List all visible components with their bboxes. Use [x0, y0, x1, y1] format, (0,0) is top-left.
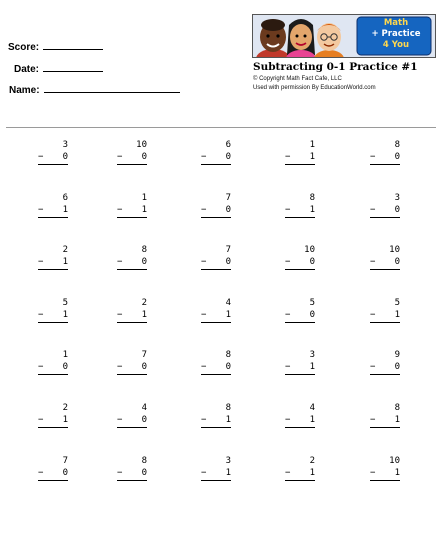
problem: 10 − 0	[370, 244, 400, 270]
copyright-text: © Copyright Math Fact Cafe, LLC	[253, 76, 342, 82]
answer-line	[370, 217, 400, 218]
answer-line	[370, 164, 400, 165]
minus-sign: −	[38, 362, 44, 372]
problem: 8 − 0	[201, 349, 231, 375]
answer-line	[285, 322, 315, 323]
answer-line	[370, 269, 400, 270]
minus-sign: −	[370, 362, 376, 372]
minus-sign: −	[117, 362, 123, 372]
name-label: Name:	[9, 85, 40, 96]
answer-line	[201, 374, 231, 375]
minus-sign: −	[370, 205, 376, 215]
problem: 1 − 1	[285, 139, 315, 165]
minus-sign: −	[117, 257, 123, 267]
problem: 5 − 1	[38, 297, 68, 323]
problem: 2 − 1	[285, 455, 315, 481]
answer-line	[38, 427, 68, 428]
minus-sign: −	[285, 205, 291, 215]
problem: 8 − 0	[117, 455, 147, 481]
problem: 8 − 1	[285, 192, 315, 218]
answer-line	[201, 427, 231, 428]
problem: 7 − 0	[38, 455, 68, 481]
problem: 10 − 1	[370, 455, 400, 481]
problem: 4 − 1	[285, 402, 315, 428]
date-label: Date:	[14, 64, 40, 75]
problem: 1 − 0	[38, 349, 68, 375]
answer-line	[285, 269, 315, 270]
problem: 8 − 1	[370, 402, 400, 428]
score-field[interactable]	[8, 40, 103, 53]
problem: 10 − 0	[117, 139, 147, 165]
problem: 5 − 1	[370, 297, 400, 323]
answer-line	[370, 374, 400, 375]
problem: 3 − 1	[285, 349, 315, 375]
problem: 1 − 1	[117, 192, 147, 218]
minus-sign: −	[117, 310, 123, 320]
answer-line	[117, 427, 147, 428]
problem: 4 − 0	[117, 402, 147, 428]
minus-sign: −	[285, 468, 291, 478]
answer-line	[285, 164, 315, 165]
permission-text: Used with permission By EducationWorld.com	[253, 85, 376, 91]
answer-line	[117, 269, 147, 270]
minus-sign: −	[370, 468, 376, 478]
minus-sign: −	[117, 205, 123, 215]
answer-line	[38, 217, 68, 218]
answer-line	[38, 322, 68, 323]
problem: 2 − 1	[117, 297, 147, 323]
header-divider	[6, 127, 436, 128]
answer-line	[201, 164, 231, 165]
minus-sign: −	[370, 152, 376, 162]
problem: 6 − 0	[201, 139, 231, 165]
answer-line	[38, 374, 68, 375]
answer-line	[38, 480, 68, 481]
minus-sign: −	[285, 310, 291, 320]
problem: 10 − 0	[285, 244, 315, 270]
banner-line-3: 4 You	[382, 40, 410, 50]
answer-line	[201, 217, 231, 218]
minus-sign: −	[201, 205, 207, 215]
minus-sign: −	[38, 152, 44, 162]
score-line[interactable]	[43, 40, 103, 50]
answer-line	[201, 269, 231, 270]
answer-line	[370, 480, 400, 481]
date-field[interactable]	[14, 62, 103, 75]
banner-line-2: + Practice	[371, 29, 421, 39]
answer-line	[285, 374, 315, 375]
minus-sign: −	[370, 415, 376, 425]
kid-face-2-icon	[286, 19, 316, 57]
minus-sign: −	[285, 415, 291, 425]
answer-line	[370, 427, 400, 428]
problem: 3 − 1	[201, 455, 231, 481]
name-line[interactable]	[44, 83, 180, 93]
minus-sign: −	[201, 152, 207, 162]
minus-sign: −	[201, 468, 207, 478]
problem: 8 − 0	[370, 139, 400, 165]
minus-sign: −	[117, 415, 123, 425]
minus-sign: −	[285, 362, 291, 372]
problem: 5 − 0	[285, 297, 315, 323]
problem: 7 − 0	[201, 244, 231, 270]
answer-line	[285, 217, 315, 218]
answer-line	[285, 427, 315, 428]
problem: 3 − 0	[38, 139, 68, 165]
minus-sign: −	[38, 310, 44, 320]
banner-line-1: Math	[383, 18, 409, 28]
minus-sign: −	[38, 257, 44, 267]
minus-sign: −	[201, 310, 207, 320]
answer-line	[201, 480, 231, 481]
problem: 7 − 0	[201, 192, 231, 218]
math-practice-banner	[252, 14, 436, 58]
answer-line	[370, 322, 400, 323]
answer-line	[38, 269, 68, 270]
minus-sign: −	[201, 415, 207, 425]
answer-line	[38, 164, 68, 165]
score-label: Score:	[8, 42, 40, 53]
problem: 7 − 0	[117, 349, 147, 375]
date-line[interactable]	[43, 62, 103, 72]
minus-sign: −	[370, 310, 376, 320]
problem: 3 − 0	[370, 192, 400, 218]
answer-line	[285, 480, 315, 481]
answer-line	[117, 164, 147, 165]
problem: 2 − 1	[38, 244, 68, 270]
answer-line	[117, 374, 147, 375]
minus-sign: −	[117, 152, 123, 162]
minus-sign: −	[38, 205, 44, 215]
minus-sign: −	[201, 257, 207, 267]
problem: 4 − 1	[201, 297, 231, 323]
name-field[interactable]	[9, 83, 180, 96]
problem: 8 − 1	[201, 402, 231, 428]
minus-sign: −	[38, 468, 44, 478]
banner-text	[361, 18, 431, 51]
minus-sign: −	[201, 362, 207, 372]
minus-sign: −	[285, 257, 291, 267]
minus-sign: −	[38, 415, 44, 425]
problem: 8 − 0	[117, 244, 147, 270]
answer-line	[201, 322, 231, 323]
problem: 6 − 1	[38, 192, 68, 218]
minus-sign: −	[285, 152, 291, 162]
answer-line	[117, 480, 147, 481]
worksheet-title: Subtracting 0-1 Practice #1	[253, 61, 418, 73]
answer-line	[117, 322, 147, 323]
minus-sign: −	[117, 468, 123, 478]
problem: 9 − 0	[370, 349, 400, 375]
answer-line	[117, 217, 147, 218]
problem: 2 − 1	[38, 402, 68, 428]
minus-sign: −	[370, 257, 376, 267]
